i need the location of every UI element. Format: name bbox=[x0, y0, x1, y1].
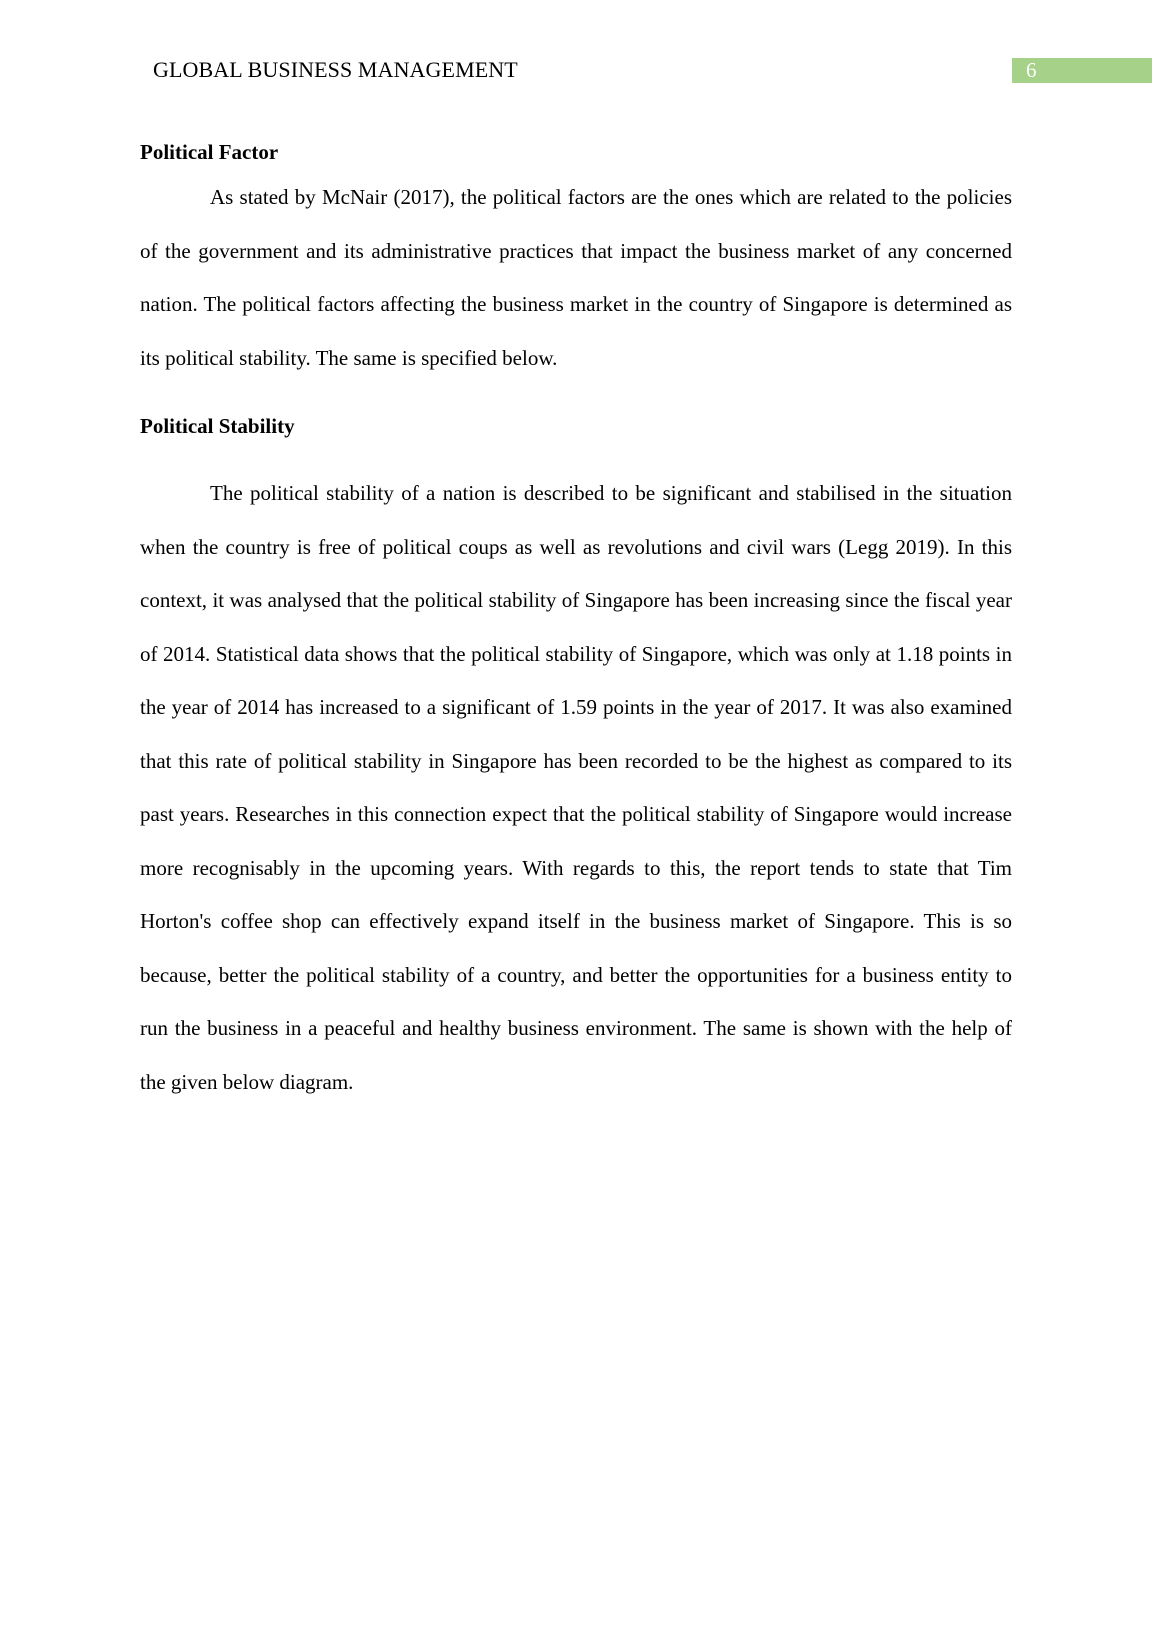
paragraph-political-stability: The political stability of a nation is described to be significant and stabilised in the situation when the country is free of political coups as well as revolutions and civil wars (Legg 2019). In this context, it was analysed that the political stability of Singapore has been increasing since the fiscal year of 2014. Statistical data shows that the political stability of Singapore, which was only at 1.18 points in the year of 2014 has increased to a significant of 1.59 points in the year of 2017. It was also examined that this rate of political stability in Singapore has been recorded to be the highest as compared to its past years. Researches in this connection expect that the political stability of Singapore would increase more recognisably in the upcoming years. With regards to this, the report tends to state that Tim Horton's coffee shop can effectively expand itself in the business market of Singapore. This is so because, better the political stability of a country, and better the opportunities for a business entity to run the business in a peaceful and healthy business environment. The same is shown with the help of the given below diagram. bbox=[140, 481, 1012, 1094]
page-number-badge: 6 bbox=[1012, 58, 1152, 83]
running-header-title: GLOBAL BUSINESS MANAGEMENT bbox=[153, 57, 518, 82]
paragraph-political-factor: As stated by McNair (2017), the political factors are the ones which are related to the policies of the government and its administrative practices that impact the business market of any concerned nation. The political factors affecting the business market in the country of Singapore is determined as its political stability. The same is specified below. bbox=[140, 185, 1012, 370]
section-heading-political-stability: Political Stability bbox=[140, 414, 295, 438]
section-heading-political-factor: Political Factor bbox=[140, 140, 279, 164]
